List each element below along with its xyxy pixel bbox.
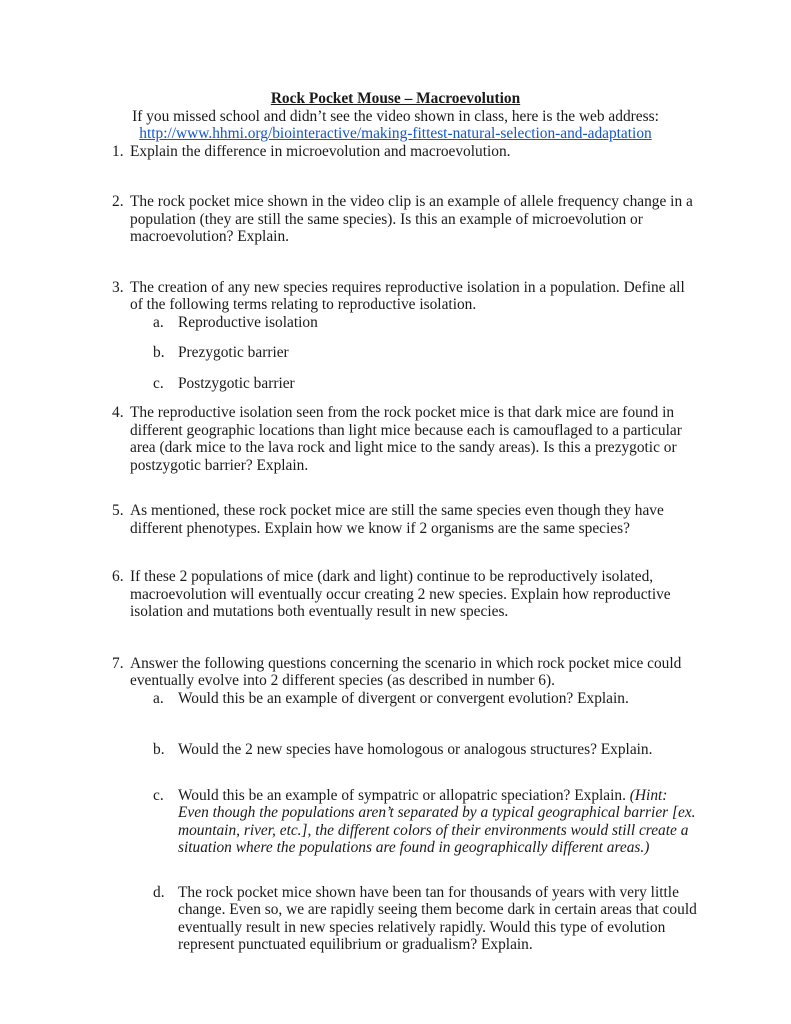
subquestion-hint: (Hint: Even though the populations aren’t separated by a typical geographical barrier [ex. mountain, river, etc.], the different colors of their environments would still create a situation where the populations are found in geographically different areas.) — [178, 786, 696, 856]
question-4 — [93, 404, 698, 474]
question-7b — [153, 741, 698, 759]
question-number: 1. — [112, 142, 124, 160]
question-3c — [153, 375, 698, 393]
question-text: The rock pocket mice shown in the video clip is an example of allele frequency change in a population (they are still the same species). Is this an example of microevolution or macroevolution? Explain. — [130, 193, 693, 245]
subquestion-text: Would the 2 new species have homologous or analogous structures? Explain. — [178, 741, 653, 758]
intro-text: If you missed school and didn’t see the video shown in class, here is the web address: — [132, 107, 659, 125]
link-line — [93, 125, 698, 143]
question-3a — [153, 314, 698, 332]
subquestion-letter: c. — [153, 374, 164, 392]
question-number: 3. — [112, 278, 124, 296]
question-number: 4. — [112, 404, 124, 421]
subquestion-letter: b. — [153, 741, 165, 758]
subquestion-text: Prezygotic barrier — [178, 344, 289, 361]
question-7d — [153, 884, 698, 954]
subquestion-letter: c. — [153, 786, 164, 804]
question-text: The creation of any new species requires reproductive isolation in a population. Define all of the following terms relating to reproductive isolation. — [130, 278, 685, 313]
question-3 — [93, 279, 698, 393]
question-6 — [93, 568, 698, 621]
question-7 — [93, 655, 698, 954]
question-number: 2. — [112, 193, 124, 210]
question-5 — [93, 502, 698, 537]
subquestion-letter: a. — [153, 689, 164, 707]
question-text: As mentioned, these rock pocket mice are still the same species even though they have different phenotypes. Explain how we know if 2 organisms are the same species? — [130, 502, 664, 537]
subquestion-text-main: Would this be an example of sympatric or allopatric speciation? Explain. — [178, 786, 630, 804]
question-text: The reproductive isolation seen from the rock pocket mice is that dark mice are found in different geographic locations than light mice because each is camouflaged to a particular area (dark mice to the lava rock and light mice to the sandy areas). Is this a prezygotic or postzygotic barrier? Explain. — [130, 404, 682, 474]
question-7a — [153, 690, 698, 708]
subquestion-letter: d. — [153, 883, 165, 901]
question-7c — [153, 787, 698, 857]
question-text: Answer the following questions concerning the scenario in which rock pocket mice could eventually evolve into 2 different species (as described in number 6). — [130, 654, 682, 689]
document-content — [93, 90, 698, 954]
document-title: Rock Pocket Mouse – Macroevolution — [270, 90, 521, 107]
question-text: Explain the difference in microevolution and macroevolution. — [130, 142, 511, 160]
question-1 — [93, 143, 698, 161]
question-number: 7. — [112, 654, 124, 672]
subquestion-letter: a. — [153, 313, 164, 331]
subquestion-letter: b. — [153, 344, 165, 361]
question-number: 6. — [112, 568, 124, 585]
question-2 — [93, 193, 698, 246]
subquestion-text: Reproductive isolation — [178, 313, 318, 331]
question-3b — [153, 344, 698, 362]
subquestion-text: Would this be an example of divergent or convergent evolution? Explain. — [178, 689, 629, 707]
subquestion-text: The rock pocket mice shown have been tan for thousands of years with very little change. Even so, we are rapidly seeing them become dark in certain areas that could eventually result in new species relatively rapidly. Would this type of evolution represent punctuated equilibrium or gradualism? Explain. — [178, 883, 697, 953]
question-text: If these 2 populations of mice (dark and light) continue to be reproductively isolated, macroevolution will eventually occur creating 2 new species. Explain how reproductive isolation and mutations both eventually result in new species. — [130, 568, 671, 620]
video-hyperlink[interactable]: http://www.hhmi.org/biointeractive/making-fittest-natural-selection-and-adaptation — [139, 125, 652, 142]
question-number: 5. — [112, 502, 124, 519]
subquestion-text: Postzygotic barrier — [178, 374, 295, 392]
subquestion-text — [178, 787, 698, 857]
